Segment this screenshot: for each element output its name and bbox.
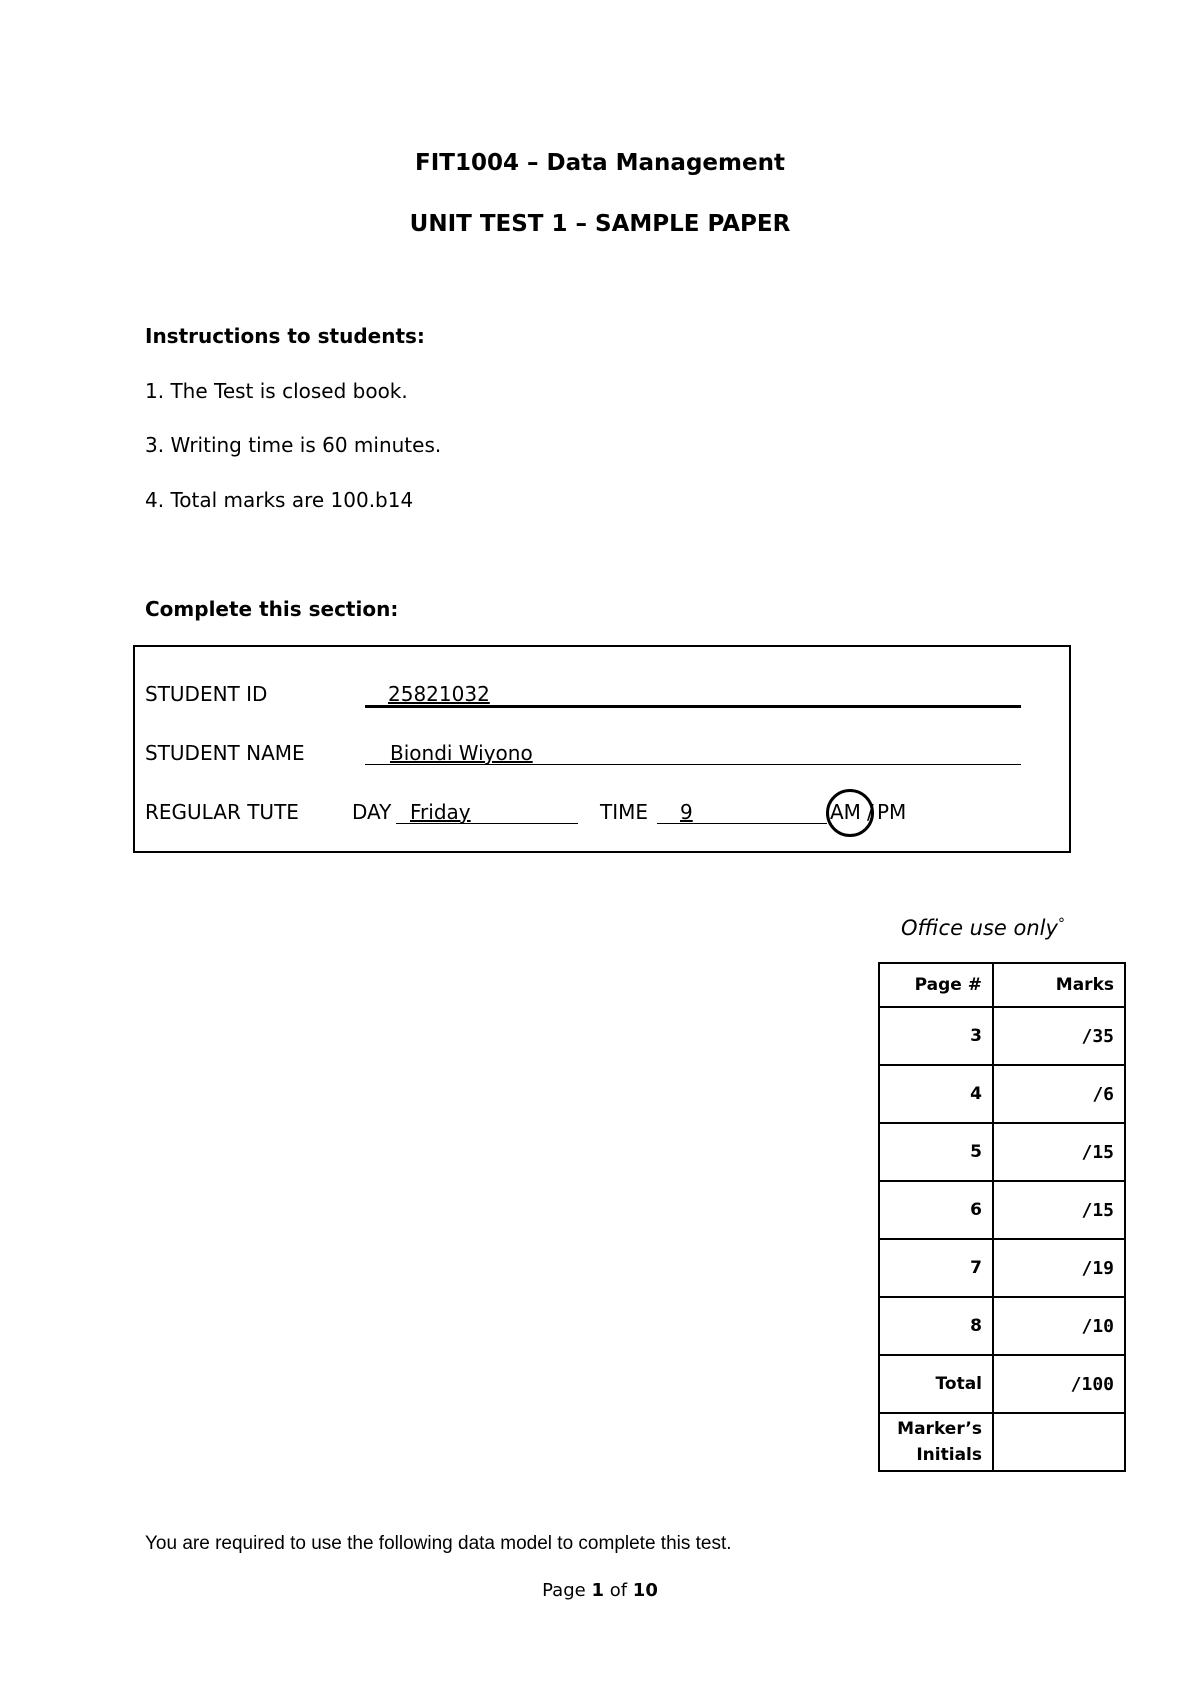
initials-label-line1: Marker’s [897,1419,982,1439]
marks-cell[interactable]: /35 [993,1007,1125,1065]
degree-mark: ° [1057,916,1065,932]
instruction-item: 1. The Test is closed book. [145,379,408,403]
total-row [879,1355,1125,1413]
data-model-note: You are required to use the following data model to complete this test. [145,1533,732,1554]
of-word: of [609,1580,628,1601]
table-row [879,1181,1125,1239]
regular-tute-label: REGULAR TUTE [145,800,299,824]
total-marks-cell[interactable]: /100 [993,1355,1125,1413]
page-cell: 8 [879,1297,993,1355]
page-cell: 7 [879,1239,993,1297]
table-row [879,1007,1125,1065]
course-title: FIT1004 – Data Management [415,150,785,176]
marks-cell[interactable]: /15 [993,1123,1125,1181]
page-word: Page [542,1580,586,1601]
student-id-value[interactable]: 25821032 [388,682,490,706]
section-heading: Complete this section: [145,597,399,621]
instruction-item: 3. Writing time is 60 minutes. [145,433,442,457]
student-name-label: STUDENT NAME [145,741,305,765]
page-cell: 4 [879,1065,993,1123]
pm-label: PM [877,800,907,824]
initials-input-cell[interactable] [993,1413,1125,1471]
column-header-page: Page # [879,963,993,1007]
time-value[interactable]: 9 [680,800,693,824]
office-use-text: Office use only [901,916,1058,940]
marks-cell[interactable]: /6 [993,1065,1125,1123]
am-label: AM [830,800,861,824]
initials-label-line2: Initials [916,1445,982,1465]
day-value[interactable]: Friday [410,800,471,824]
ampm-slash: / [867,800,874,824]
column-header-marks: Marks [993,963,1125,1007]
marks-cell[interactable]: /19 [993,1239,1125,1297]
test-title: UNIT TEST 1 – SAMPLE PAPER [409,211,791,237]
page-cell: 6 [879,1181,993,1239]
table-row [879,1297,1125,1355]
am-selection-circle [826,789,874,837]
table-row [879,1239,1125,1297]
instruction-item: 4. Total marks are 100.b14 [145,488,414,512]
page-current: 1 [591,1580,604,1601]
total-label-cell: Total [879,1355,993,1413]
day-label: DAY [352,800,392,824]
marks-cell[interactable]: /15 [993,1181,1125,1239]
table-row [879,1065,1125,1123]
marks-table [878,962,1126,1472]
page-cell: 5 [879,1123,993,1181]
table-row [879,1123,1125,1181]
initials-row [879,1413,1125,1471]
page-cell: 3 [879,1007,993,1065]
page-total: 10 [632,1580,658,1601]
instructions-heading: Instructions to students: [145,324,425,348]
initials-label-cell [879,1413,993,1471]
student-name-value[interactable]: Biondi Wiyono [390,741,533,765]
table-header-row [879,963,1125,1007]
office-use-label [901,916,1065,940]
student-id-label: STUDENT ID [145,682,268,706]
time-label: TIME [600,800,649,824]
page-number [0,1580,1200,1601]
marks-cell[interactable]: /10 [993,1297,1125,1355]
